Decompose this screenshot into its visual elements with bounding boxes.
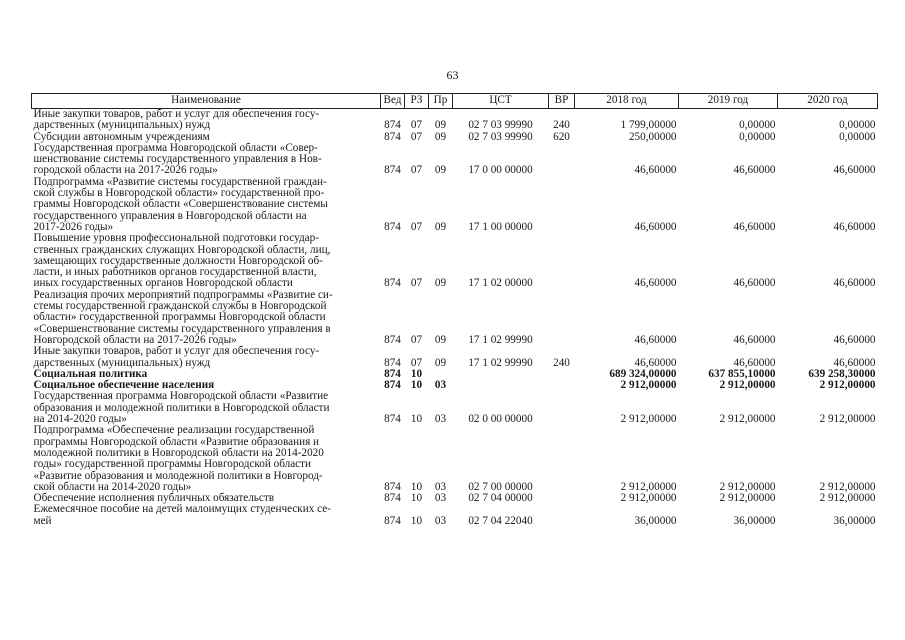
cell-y2018: 46,60000 <box>634 220 677 233</box>
cell-y2019: 0,00000 <box>739 130 776 143</box>
cell-y2018: 689 324,00000 <box>609 367 677 380</box>
cell-pr: 09 <box>434 164 447 177</box>
row-name-line: ственных гражданских служащих Новгородской области, лиц, <box>33 243 331 256</box>
cell-y2018: 2 912,00000 <box>620 379 677 392</box>
row-name-line: Реализация прочих мероприятий подпрограммы «Развитие си- <box>33 288 333 301</box>
cell-rz: 07 <box>410 333 423 346</box>
cell-pr: 09 <box>434 277 447 290</box>
row-name-line: Иные закупки товаров, работ и услуг для обеспечения госу- <box>33 108 320 120</box>
row-name-line: иных государственных органов Новгородской области <box>33 277 293 290</box>
page-number: 63 <box>446 68 459 82</box>
row-name-line: Иные закупки товаров, работ и услуг для обеспечения госу- <box>33 345 320 358</box>
budget-table <box>31 93 878 527</box>
row-name <box>32 177 381 233</box>
cell-y2018: 46,60000 <box>634 277 677 290</box>
cell-rz: 07 <box>410 164 423 177</box>
header-rz: РЗ <box>405 94 429 109</box>
row-name <box>32 290 381 346</box>
cell-vr: 240 <box>553 356 570 369</box>
table-row <box>32 177 878 233</box>
cell-y2019: 2 912,00000 <box>719 379 776 392</box>
cell-ved: 874 <box>384 413 401 426</box>
cell-y2019: 2 912,00000 <box>719 480 776 493</box>
row-name-line: Государственная программа Новгородской области «Совер- <box>33 141 318 154</box>
cell-pr: 09 <box>434 220 447 233</box>
cell-y2020: 2 912,00000 <box>819 480 876 493</box>
cell-vr <box>549 290 575 346</box>
row-name-line: шенствование системы государственного управления в Нов- <box>33 153 322 166</box>
row-name-line: Новгородской области на 2017-2026 годы» <box>33 333 237 346</box>
cell-y2019: 0,00000 <box>739 119 776 132</box>
cell-pr: 03 <box>434 492 447 505</box>
cell-y2020: 2 912,00000 <box>819 492 876 505</box>
cell-cst: 17 1 00 00000 <box>468 220 533 233</box>
table-row <box>32 391 878 425</box>
header-cst: ЦСТ <box>453 94 549 109</box>
cell-cst <box>453 380 549 391</box>
row-name-line: дарственных (муниципальных) нужд <box>33 356 211 369</box>
cell-cst: 02 7 04 00000 <box>468 492 533 505</box>
cell-ved: 874 <box>384 356 401 369</box>
cell-y2019: 46,60000 <box>733 277 776 290</box>
header-ved: Вед <box>381 94 405 109</box>
row-name-line: Ежемесячное пособие на детей малоимущих студенческих се- <box>33 503 331 516</box>
cell-cst: 17 0 00 00000 <box>468 164 533 177</box>
cell-rz: 07 <box>410 356 423 369</box>
cell-y2019: 46,60000 <box>733 220 776 233</box>
cell-vr <box>549 391 575 425</box>
row-name-line: Подпрограмма «Развитие системы государственной граждан- <box>33 175 327 188</box>
cell-cst: 02 0 00 00000 <box>468 413 533 426</box>
cell-rz: 07 <box>410 119 423 132</box>
cell-y2019: 46,60000 <box>733 164 776 177</box>
row-name-line: «Развитие образования и молодежной политики в Новгород- <box>33 469 323 482</box>
cell-y2018: 46,60000 <box>634 356 677 369</box>
cell-cst: 17 1 02 00000 <box>468 277 533 290</box>
row-name <box>32 346 381 369</box>
row-name-line: ласти, и иных работников органов государственной власти, <box>33 266 317 279</box>
row-name-line: государственного управления в Новгородской области на <box>33 209 307 222</box>
cell-y2018: 2 912,00000 <box>620 492 677 505</box>
cell-y2019: 637 855,10000 <box>708 367 776 380</box>
table-header-row <box>32 94 878 109</box>
cell-vr <box>549 425 575 493</box>
cell-cst: 02 7 03 99990 <box>468 130 533 143</box>
table-body <box>32 109 878 527</box>
row-name-line: замещающих государственные должности Новгородской об- <box>33 254 323 267</box>
cell-y2020: 46,60000 <box>833 277 876 290</box>
cell-y2018: 250,00000 <box>628 130 677 143</box>
table-row <box>32 233 878 289</box>
header-name: Наименование <box>32 94 381 109</box>
table-row <box>32 143 878 177</box>
cell-y2019: 46,60000 <box>733 356 776 369</box>
cell-ved: 874 <box>384 492 401 505</box>
cell-ved: 874 <box>384 514 401 527</box>
cell-y2019: 36,00000 <box>733 514 776 527</box>
row-name-line: молодежной политики в Новгородской области на 2014-2020 <box>33 446 324 459</box>
cell-pr: 03 <box>434 413 447 426</box>
cell-y2018: 2 912,00000 <box>620 413 677 426</box>
cell-pr: 09 <box>434 130 447 143</box>
cell-vr <box>549 143 575 177</box>
cell-vr <box>549 380 575 391</box>
cell-rz: 07 <box>410 277 423 290</box>
row-name-line: граммы Новгородской области «Совершенствование системы <box>33 198 328 211</box>
cell-ved: 874 <box>384 277 401 290</box>
row-name-line: ской службы в Новгородской области» государственной про- <box>33 187 325 200</box>
row-name-line: образования и молодежной политики в Новгородской области <box>33 401 330 414</box>
table-row <box>32 346 878 369</box>
cell-rz: 07 <box>410 220 423 233</box>
cell-vr: 620 <box>553 130 570 143</box>
row-name-line: Социальное обеспечение населения <box>33 379 215 392</box>
cell-ved: 874 <box>384 333 401 346</box>
header-vr: ВР <box>549 94 575 109</box>
cell-rz: 10 <box>410 480 423 493</box>
cell-pr: 09 <box>434 356 447 369</box>
cell-y2020: 2 912,00000 <box>819 413 876 426</box>
cell-cst: 17 1 02 99990 <box>468 356 533 369</box>
cell-pr: 09 <box>434 333 447 346</box>
row-name-line: годы» государственной программы Новгородской области <box>33 458 312 471</box>
cell-y2019: 2 912,00000 <box>719 492 776 505</box>
cell-rz: 10 <box>410 492 423 505</box>
cell-rz: 10 <box>410 413 423 426</box>
row-name <box>32 143 381 177</box>
cell-vr <box>549 493 575 504</box>
row-name-line: области» государственной программы Новгородской области <box>33 311 326 324</box>
row-name <box>32 109 381 132</box>
row-name-line: Повышение уровня профессиональной подготовки государ- <box>33 232 319 245</box>
table-row <box>32 109 878 132</box>
row-name <box>32 504 381 527</box>
cell-rz: 10 <box>410 367 423 380</box>
cell-y2020: 2 912,00000 <box>819 379 876 392</box>
header-2020: 2020 год <box>778 94 878 109</box>
cell-ved: 874 <box>384 130 401 143</box>
row-name-line: мей <box>33 514 52 527</box>
cell-cst: 02 7 00 00000 <box>468 480 533 493</box>
row-name-line: Подпрограмма «Обеспечение реализации государственной <box>33 424 315 437</box>
cell-y2018: 36,00000 <box>634 514 677 527</box>
cell-rz: 07 <box>410 130 423 143</box>
cell-y2018: 46,60000 <box>634 164 677 177</box>
row-name-line: программы Новгородской области «Развитие образования и <box>33 435 320 448</box>
row-name-line: стемы государственной гражданской службы в Новгородской <box>33 300 327 313</box>
row-name-line: 2017-2026 годы» <box>33 220 114 233</box>
cell-pr: 03 <box>434 379 447 392</box>
cell-y2020: 46,60000 <box>833 356 876 369</box>
row-name-line: дарственных (муниципальных) нужд <box>33 119 211 132</box>
row-name-line: «Совершенствование системы государственного управления в <box>33 322 331 335</box>
cell-rz: 10 <box>410 514 423 527</box>
cell-y2018: 1 799,00000 <box>620 119 677 132</box>
cell-y2020: 46,60000 <box>833 164 876 177</box>
table-row <box>32 290 878 346</box>
table-row <box>32 504 878 527</box>
cell-y2020: 639 258,30000 <box>808 367 876 380</box>
cell-y2020: 46,60000 <box>833 333 876 346</box>
cell-cst: 17 1 02 99990 <box>468 333 533 346</box>
cell-cst: 02 7 03 99990 <box>468 119 533 132</box>
cell-y2020: 46,60000 <box>833 220 876 233</box>
cell-rz: 10 <box>410 379 423 392</box>
row-name <box>32 425 381 493</box>
cell-vr: 240 <box>553 119 570 132</box>
cell-vr <box>549 177 575 233</box>
row-name-line: на 2014-2020 годы» <box>33 413 127 426</box>
cell-ved: 874 <box>384 480 401 493</box>
row-name-line: Социальная политика <box>33 367 148 380</box>
cell-cst <box>453 369 549 380</box>
cell-ved: 874 <box>384 164 401 177</box>
table-row <box>32 425 878 493</box>
cell-pr: 09 <box>434 119 447 132</box>
row-name-line: Обеспечение исполнения публичных обязательств <box>33 492 275 505</box>
cell-y2019: 46,60000 <box>733 333 776 346</box>
cell-cst: 02 7 04 22040 <box>468 514 533 527</box>
row-name-line: ской области на 2014-2020 годы» <box>33 480 192 493</box>
cell-pr: 03 <box>434 480 447 493</box>
cell-y2018: 2 912,00000 <box>620 480 677 493</box>
row-name <box>32 233 381 289</box>
cell-y2020: 36,00000 <box>833 514 876 527</box>
cell-ved: 874 <box>384 379 401 392</box>
cell-pr: 03 <box>434 514 447 527</box>
cell-vr <box>549 504 575 527</box>
cell-ved: 874 <box>384 367 401 380</box>
header-pr: Пр <box>429 94 453 109</box>
cell-y2019: 2 912,00000 <box>719 413 776 426</box>
cell-ved: 874 <box>384 220 401 233</box>
row-name-line: городской области на 2017-2026 годы» <box>33 164 218 177</box>
cell-y2020: 0,00000 <box>839 119 876 132</box>
cell-y2018: 46,60000 <box>634 333 677 346</box>
cell-vr <box>549 233 575 289</box>
row-name-line: Субсидии автономным учреждениям <box>33 130 210 143</box>
header-2018: 2018 год <box>575 94 679 109</box>
cell-vr <box>549 369 575 380</box>
row-name <box>32 391 381 425</box>
cell-ved: 874 <box>384 119 401 132</box>
row-name-line: Государственная программа Новгородской области «Развитие <box>33 390 329 403</box>
cell-y2020: 0,00000 <box>839 130 876 143</box>
header-2019: 2019 год <box>679 94 778 109</box>
